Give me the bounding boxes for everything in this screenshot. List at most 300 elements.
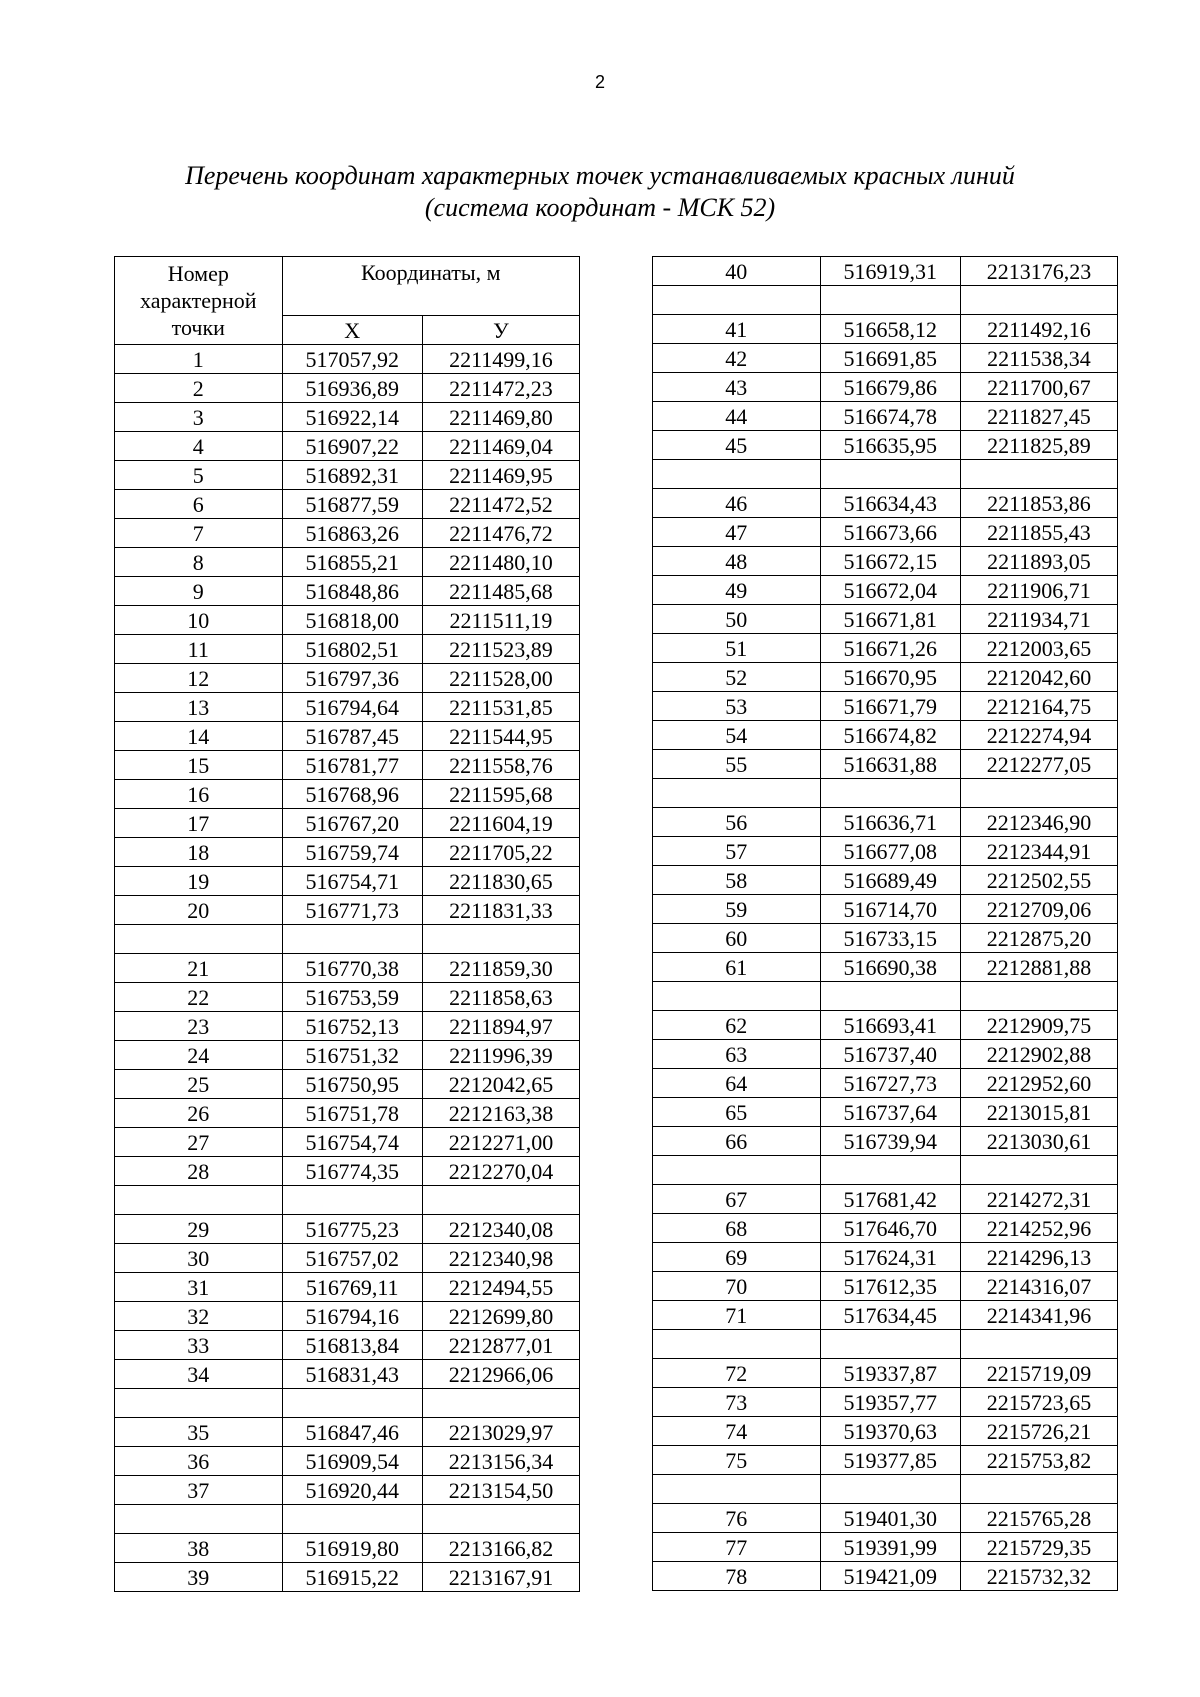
y-coordinate-cell: 2215729,35 xyxy=(960,1533,1117,1562)
y-coordinate-cell: 2212494,55 xyxy=(422,1273,579,1302)
point-number-cell: 30 xyxy=(115,1244,283,1273)
y-coordinate-cell: 2214316,07 xyxy=(960,1272,1117,1301)
y-coordinate-cell: 2215732,32 xyxy=(960,1562,1117,1591)
y-coordinate-cell: 2214272,31 xyxy=(960,1185,1117,1214)
point-number-cell: 66 xyxy=(653,1127,821,1156)
point-number-cell: 38 xyxy=(115,1534,283,1563)
x-coordinate-cell: 516759,74 xyxy=(282,838,422,867)
y-coordinate-cell: 2213166,82 xyxy=(422,1534,579,1563)
point-number-cell: 67 xyxy=(653,1185,821,1214)
y-coordinate-cell: 2215719,09 xyxy=(960,1359,1117,1388)
y-coordinate-cell: 2213167,91 xyxy=(422,1563,579,1592)
y-coordinate-cell xyxy=(960,1475,1117,1504)
point-number-cell xyxy=(653,286,821,315)
y-coordinate-cell: 2211544,95 xyxy=(422,722,579,751)
table-row xyxy=(653,982,1118,1011)
x-coordinate-cell: 519401,30 xyxy=(820,1504,960,1533)
point-number-cell: 78 xyxy=(653,1562,821,1591)
y-coordinate-cell: 2212270,04 xyxy=(422,1157,579,1186)
table-row xyxy=(115,1128,580,1157)
y-coordinate-cell: 2211485,68 xyxy=(422,577,579,606)
point-number-cell: 36 xyxy=(115,1447,283,1476)
x-coordinate-cell: 516813,84 xyxy=(282,1331,422,1360)
table-row xyxy=(115,1099,580,1128)
x-coordinate-cell: 516635,95 xyxy=(820,431,960,460)
point-number-cell: 57 xyxy=(653,837,821,866)
point-number-cell: 43 xyxy=(653,373,821,402)
y-coordinate-cell: 2211469,04 xyxy=(422,432,579,461)
y-coordinate-cell: 2211499,16 xyxy=(422,345,579,374)
table-row xyxy=(653,1185,1118,1214)
table-row xyxy=(115,809,580,838)
point-number-cell: 51 xyxy=(653,634,821,663)
point-number-cell: 55 xyxy=(653,750,821,779)
table-row xyxy=(653,402,1118,431)
point-number-cell: 15 xyxy=(115,751,283,780)
point-number-cell: 6 xyxy=(115,490,283,519)
point-number-cell: 9 xyxy=(115,577,283,606)
y-coordinate-cell: 2212902,88 xyxy=(960,1040,1117,1069)
point-number-cell: 65 xyxy=(653,1098,821,1127)
point-number-cell xyxy=(653,982,821,1011)
y-coordinate-cell: 2215726,21 xyxy=(960,1417,1117,1446)
point-number-cell xyxy=(115,1186,283,1215)
y-coordinate-cell: 2212163,38 xyxy=(422,1099,579,1128)
x-coordinate-cell: 519377,85 xyxy=(820,1446,960,1475)
x-coordinate-cell xyxy=(820,286,960,315)
table-row xyxy=(115,374,580,403)
y-coordinate-cell: 2212952,60 xyxy=(960,1069,1117,1098)
y-coordinate-cell: 2211472,52 xyxy=(422,490,579,519)
y-coordinate-cell: 2211480,10 xyxy=(422,548,579,577)
y-coordinate-cell: 2215753,82 xyxy=(960,1446,1117,1475)
x-coordinate-cell: 516771,73 xyxy=(282,896,422,925)
table-row xyxy=(653,1272,1118,1301)
y-coordinate-cell: 2212877,01 xyxy=(422,1331,579,1360)
y-coordinate-cell: 2211511,19 xyxy=(422,606,579,635)
point-number-header-line2: характерной xyxy=(139,288,257,313)
point-number-cell: 2 xyxy=(115,374,283,403)
point-number-cell: 18 xyxy=(115,838,283,867)
table-row xyxy=(653,1330,1118,1359)
table-row xyxy=(653,373,1118,402)
point-number-cell: 47 xyxy=(653,518,821,547)
table-row xyxy=(653,1069,1118,1098)
table-row xyxy=(653,1359,1118,1388)
x-coordinate-cell: 516909,54 xyxy=(282,1447,422,1476)
y-coordinate-cell: 2213154,50 xyxy=(422,1476,579,1505)
point-number-cell: 33 xyxy=(115,1331,283,1360)
table-row xyxy=(115,1041,580,1070)
point-number-cell: 4 xyxy=(115,432,283,461)
table-row xyxy=(115,896,580,925)
table-row xyxy=(115,954,580,983)
point-number-cell xyxy=(653,1475,821,1504)
y-coordinate-cell: 2211859,30 xyxy=(422,954,579,983)
point-number-cell xyxy=(115,1389,283,1418)
table-row xyxy=(115,1070,580,1099)
point-number-cell xyxy=(115,925,283,954)
table-row xyxy=(115,867,580,896)
table-row xyxy=(653,1301,1118,1330)
table-row xyxy=(653,605,1118,634)
x-coordinate-cell: 516671,26 xyxy=(820,634,960,663)
table-row xyxy=(653,1011,1118,1040)
point-number-cell: 16 xyxy=(115,780,283,809)
x-coordinate-cell xyxy=(282,1505,422,1534)
table-row xyxy=(653,489,1118,518)
x-coordinate-cell: 516794,64 xyxy=(282,693,422,722)
table-row xyxy=(115,780,580,809)
document-title xyxy=(0,160,1200,224)
coordinates-table-right xyxy=(652,256,1118,1591)
x-coordinate-cell: 516848,86 xyxy=(282,577,422,606)
table-row xyxy=(653,750,1118,779)
y-coordinate-cell: 2211492,16 xyxy=(960,315,1117,344)
point-number-cell: 70 xyxy=(653,1272,821,1301)
y-coordinate-cell: 2211853,86 xyxy=(960,489,1117,518)
x-coordinate-cell: 516797,36 xyxy=(282,664,422,693)
x-coordinate-cell: 516634,43 xyxy=(820,489,960,518)
table-row xyxy=(115,490,580,519)
point-number-cell: 22 xyxy=(115,983,283,1012)
point-number-cell: 3 xyxy=(115,403,283,432)
title-line-2: (система координат - МСК 52) xyxy=(424,193,776,222)
x-coordinate-cell: 516831,43 xyxy=(282,1360,422,1389)
title-line-1: Перечень координат характерных точек устанавливаемых красных линий xyxy=(185,161,1015,190)
y-coordinate-cell: 2215765,28 xyxy=(960,1504,1117,1533)
y-coordinate-cell xyxy=(422,1389,579,1418)
table-row xyxy=(115,461,580,490)
point-number-cell: 48 xyxy=(653,547,821,576)
x-coordinate-cell xyxy=(820,1156,960,1185)
table-row xyxy=(115,1244,580,1273)
point-number-cell: 46 xyxy=(653,489,821,518)
y-coordinate-cell: 2211830,65 xyxy=(422,867,579,896)
point-number-cell: 68 xyxy=(653,1214,821,1243)
x-coordinate-cell: 516787,45 xyxy=(282,722,422,751)
table-row xyxy=(653,518,1118,547)
y-coordinate-cell: 2213029,97 xyxy=(422,1418,579,1447)
x-coordinate-cell: 516770,38 xyxy=(282,954,422,983)
table-row xyxy=(653,460,1118,489)
x-coordinate-cell: 517634,45 xyxy=(820,1301,960,1330)
x-coordinate-cell: 516802,51 xyxy=(282,635,422,664)
x-coordinate-cell: 516673,66 xyxy=(820,518,960,547)
x-coordinate-cell: 516754,74 xyxy=(282,1128,422,1157)
y-coordinate-cell: 2211531,85 xyxy=(422,693,579,722)
y-coordinate-cell: 2211469,95 xyxy=(422,461,579,490)
y-coordinate-cell: 2213015,81 xyxy=(960,1098,1117,1127)
point-number-cell: 7 xyxy=(115,519,283,548)
x-coordinate-cell: 517681,42 xyxy=(820,1185,960,1214)
y-coordinate-cell: 2212003,65 xyxy=(960,634,1117,663)
x-coordinate-cell: 516674,78 xyxy=(820,402,960,431)
x-coordinate-cell: 516670,95 xyxy=(820,663,960,692)
point-number-cell: 73 xyxy=(653,1388,821,1417)
point-number-cell: 8 xyxy=(115,548,283,577)
y-coordinate-cell: 2212340,08 xyxy=(422,1215,579,1244)
point-number-cell: 59 xyxy=(653,895,821,924)
point-number-cell: 54 xyxy=(653,721,821,750)
table-row xyxy=(115,548,580,577)
point-number-cell: 1 xyxy=(115,345,283,374)
table-row xyxy=(115,1447,580,1476)
x-coordinate-cell: 516877,59 xyxy=(282,490,422,519)
y-coordinate-cell: 2211604,19 xyxy=(422,809,579,838)
x-column-header: X xyxy=(282,316,422,345)
point-number-cell xyxy=(653,1330,821,1359)
point-number-cell: 23 xyxy=(115,1012,283,1041)
table-row xyxy=(653,1098,1118,1127)
x-coordinate-cell: 519391,99 xyxy=(820,1533,960,1562)
table-row xyxy=(653,1475,1118,1504)
y-coordinate-cell: 2212344,91 xyxy=(960,837,1117,866)
x-coordinate-cell: 516774,35 xyxy=(282,1157,422,1186)
y-coordinate-cell: 2212277,05 xyxy=(960,750,1117,779)
y-coordinate-cell: 2212271,00 xyxy=(422,1128,579,1157)
y-coordinate-cell xyxy=(422,925,579,954)
point-number-cell: 49 xyxy=(653,576,821,605)
y-coordinate-cell xyxy=(422,1505,579,1534)
table-row xyxy=(115,577,580,606)
x-coordinate-cell: 516768,96 xyxy=(282,780,422,809)
table-row xyxy=(653,1127,1118,1156)
y-coordinate-cell: 2211855,43 xyxy=(960,518,1117,547)
table-row xyxy=(653,1388,1118,1417)
table-row xyxy=(115,1157,580,1186)
x-coordinate-cell: 516636,71 xyxy=(820,808,960,837)
point-number-cell: 63 xyxy=(653,1040,821,1069)
point-number-cell: 31 xyxy=(115,1273,283,1302)
x-coordinate-cell xyxy=(820,1475,960,1504)
x-coordinate-cell: 516672,04 xyxy=(820,576,960,605)
point-number-cell: 21 xyxy=(115,954,283,983)
table-row xyxy=(653,576,1118,605)
y-coordinate-cell xyxy=(422,1186,579,1215)
x-coordinate-cell: 516936,89 xyxy=(282,374,422,403)
point-number-cell: 71 xyxy=(653,1301,821,1330)
point-number-cell xyxy=(115,1505,283,1534)
table-row xyxy=(653,344,1118,373)
coordinates-table-left xyxy=(114,256,580,1592)
x-coordinate-cell xyxy=(820,1330,960,1359)
point-number-cell: 13 xyxy=(115,693,283,722)
table-row xyxy=(115,1273,580,1302)
y-coordinate-cell: 2212709,06 xyxy=(960,895,1117,924)
table-row xyxy=(653,837,1118,866)
point-number-cell: 24 xyxy=(115,1041,283,1070)
y-coordinate-cell: 2211825,89 xyxy=(960,431,1117,460)
y-coordinate-cell: 2212274,94 xyxy=(960,721,1117,750)
y-coordinate-cell: 2214341,96 xyxy=(960,1301,1117,1330)
table-row xyxy=(115,606,580,635)
y-coordinate-cell: 2212909,75 xyxy=(960,1011,1117,1040)
x-coordinate-cell xyxy=(820,779,960,808)
table-row xyxy=(653,808,1118,837)
table-row xyxy=(653,779,1118,808)
y-coordinate-cell xyxy=(960,1156,1117,1185)
x-coordinate-cell: 516775,23 xyxy=(282,1215,422,1244)
page-number: 2 xyxy=(594,72,605,92)
table-row xyxy=(653,692,1118,721)
point-number-cell: 58 xyxy=(653,866,821,895)
y-column-header: У xyxy=(422,316,579,345)
point-number-cell: 32 xyxy=(115,1302,283,1331)
x-coordinate-cell: 516751,78 xyxy=(282,1099,422,1128)
table-row xyxy=(653,431,1118,460)
table-row xyxy=(653,1562,1118,1591)
point-number-cell: 62 xyxy=(653,1011,821,1040)
y-coordinate-cell: 2215723,65 xyxy=(960,1388,1117,1417)
y-coordinate-cell: 2212164,75 xyxy=(960,692,1117,721)
right-table-body xyxy=(653,257,1118,1591)
y-coordinate-cell: 2211595,68 xyxy=(422,780,579,809)
y-coordinate-cell: 2211894,97 xyxy=(422,1012,579,1041)
table-row xyxy=(115,925,580,954)
x-coordinate-cell: 516818,00 xyxy=(282,606,422,635)
x-coordinate-cell: 516674,82 xyxy=(820,721,960,750)
x-coordinate-cell: 516751,32 xyxy=(282,1041,422,1070)
x-coordinate-cell: 517612,35 xyxy=(820,1272,960,1301)
table-row xyxy=(115,1360,580,1389)
x-coordinate-cell: 516863,26 xyxy=(282,519,422,548)
table-row xyxy=(115,519,580,548)
y-coordinate-cell: 2211934,71 xyxy=(960,605,1117,634)
x-coordinate-cell: 516752,13 xyxy=(282,1012,422,1041)
point-number-cell: 34 xyxy=(115,1360,283,1389)
x-coordinate-cell: 516781,77 xyxy=(282,751,422,780)
x-coordinate-cell xyxy=(282,925,422,954)
y-coordinate-cell: 2212346,90 xyxy=(960,808,1117,837)
table-row xyxy=(115,1534,580,1563)
point-number-cell: 20 xyxy=(115,896,283,925)
point-number-cell: 17 xyxy=(115,809,283,838)
table-row xyxy=(653,721,1118,750)
x-coordinate-cell: 516693,41 xyxy=(820,1011,960,1040)
x-coordinate-cell xyxy=(282,1186,422,1215)
table-row xyxy=(115,432,580,461)
table-row xyxy=(115,1418,580,1447)
point-number-cell: 14 xyxy=(115,722,283,751)
point-number-cell: 60 xyxy=(653,924,821,953)
x-coordinate-cell: 516753,59 xyxy=(282,983,422,1012)
x-coordinate-cell: 516737,64 xyxy=(820,1098,960,1127)
x-coordinate-cell xyxy=(820,460,960,489)
x-coordinate-cell: 516757,02 xyxy=(282,1244,422,1273)
x-coordinate-cell: 517624,31 xyxy=(820,1243,960,1272)
y-coordinate-cell: 2212042,60 xyxy=(960,663,1117,692)
x-coordinate-cell: 516671,79 xyxy=(820,692,960,721)
y-coordinate-cell: 2212966,06 xyxy=(422,1360,579,1389)
y-coordinate-cell xyxy=(960,779,1117,808)
y-coordinate-cell: 2214252,96 xyxy=(960,1214,1117,1243)
x-coordinate-cell: 516658,12 xyxy=(820,315,960,344)
table-row xyxy=(653,1040,1118,1069)
table-row xyxy=(653,1214,1118,1243)
table-row xyxy=(115,1505,580,1534)
table-row xyxy=(115,1331,580,1360)
x-coordinate-cell: 516677,08 xyxy=(820,837,960,866)
table-row xyxy=(653,1417,1118,1446)
point-number-cell: 45 xyxy=(653,431,821,460)
table-row xyxy=(115,1215,580,1244)
y-coordinate-cell: 2211906,71 xyxy=(960,576,1117,605)
y-coordinate-cell xyxy=(960,460,1117,489)
y-coordinate-cell: 2213176,23 xyxy=(960,257,1117,286)
point-number-cell: 69 xyxy=(653,1243,821,1272)
table-row xyxy=(115,345,580,374)
table-row xyxy=(653,1446,1118,1475)
point-number-cell: 44 xyxy=(653,402,821,431)
y-coordinate-cell: 2211831,33 xyxy=(422,896,579,925)
point-number-cell: 37 xyxy=(115,1476,283,1505)
x-coordinate-cell: 516714,70 xyxy=(820,895,960,924)
point-number-cell: 29 xyxy=(115,1215,283,1244)
y-coordinate-cell: 2212502,55 xyxy=(960,866,1117,895)
point-number-cell: 76 xyxy=(653,1504,821,1533)
point-number-cell: 61 xyxy=(653,953,821,982)
table-row xyxy=(115,1563,580,1592)
point-number-cell: 64 xyxy=(653,1069,821,1098)
x-coordinate-cell: 516915,22 xyxy=(282,1563,422,1592)
point-number-cell: 50 xyxy=(653,605,821,634)
y-coordinate-cell: 2211996,39 xyxy=(422,1041,579,1070)
x-coordinate-cell: 519357,77 xyxy=(820,1388,960,1417)
y-coordinate-cell: 2212699,80 xyxy=(422,1302,579,1331)
y-coordinate-cell: 2211523,89 xyxy=(422,635,579,664)
point-number-cell xyxy=(653,1156,821,1185)
x-coordinate-cell: 516892,31 xyxy=(282,461,422,490)
point-number-cell: 75 xyxy=(653,1446,821,1475)
table-row xyxy=(115,838,580,867)
point-number-cell: 25 xyxy=(115,1070,283,1099)
x-coordinate-cell xyxy=(282,1389,422,1418)
table-row xyxy=(653,663,1118,692)
x-coordinate-cell: 516855,21 xyxy=(282,548,422,577)
x-coordinate-cell: 516733,15 xyxy=(820,924,960,953)
y-coordinate-cell: 2212340,98 xyxy=(422,1244,579,1273)
table-row xyxy=(653,1156,1118,1185)
x-coordinate-cell: 516691,85 xyxy=(820,344,960,373)
table-row xyxy=(653,953,1118,982)
table-row xyxy=(653,315,1118,344)
point-number-cell: 52 xyxy=(653,663,821,692)
x-coordinate-cell: 516672,15 xyxy=(820,547,960,576)
table-row xyxy=(653,924,1118,953)
x-coordinate-cell: 516754,71 xyxy=(282,867,422,896)
table-row xyxy=(115,403,580,432)
y-coordinate-cell: 2213156,34 xyxy=(422,1447,579,1476)
y-coordinate-cell: 2211827,45 xyxy=(960,402,1117,431)
table-row xyxy=(653,257,1118,286)
x-coordinate-cell: 516739,94 xyxy=(820,1127,960,1156)
x-coordinate-cell: 516727,73 xyxy=(820,1069,960,1098)
x-coordinate-cell: 516767,20 xyxy=(282,809,422,838)
table-row xyxy=(653,1243,1118,1272)
table-row xyxy=(115,1389,580,1418)
point-number-cell: 56 xyxy=(653,808,821,837)
x-coordinate-cell: 517646,70 xyxy=(820,1214,960,1243)
x-coordinate-cell: 516631,88 xyxy=(820,750,960,779)
point-number-cell: 35 xyxy=(115,1418,283,1447)
point-number-header xyxy=(115,257,283,345)
x-coordinate-cell: 519337,87 xyxy=(820,1359,960,1388)
table-row xyxy=(115,1186,580,1215)
table-row xyxy=(115,1302,580,1331)
y-coordinate-cell: 2212881,88 xyxy=(960,953,1117,982)
table-row xyxy=(115,693,580,722)
